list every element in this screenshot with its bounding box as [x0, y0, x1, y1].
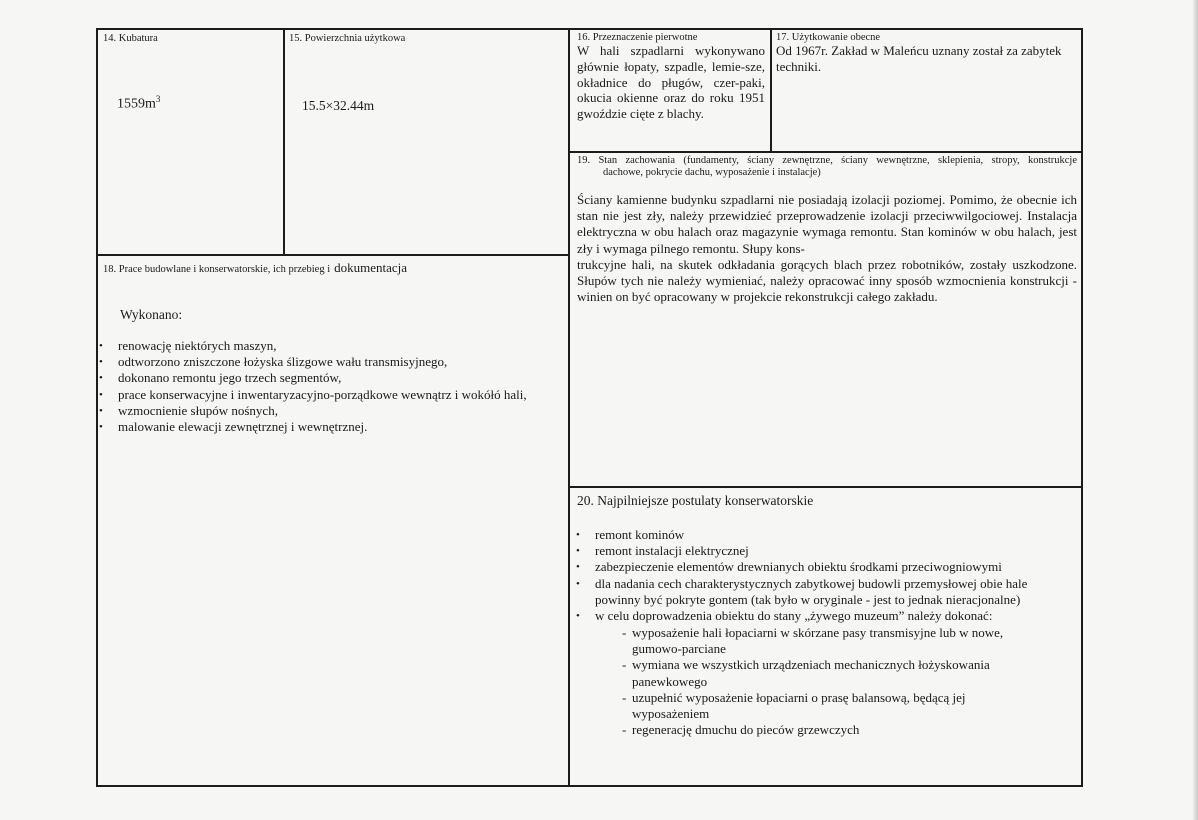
- postulaty-label: 20. Najpilniejsze postulaty konserwatorskie: [577, 493, 814, 508]
- przeznaczenie-text: W hali szpadlarni wykonywano głównie łopaty, szpadle, lemie-sze, okładnice do pługów, czer-paki, okucia okienne oraz do roku 1951 gwoździe cięte z blachy.: [577, 43, 765, 122]
- sub-list-item: - uzupełnić wyposażenie łopaciarni o prasę balansową, będącą jej wyposażeniem: [622, 690, 1042, 722]
- przeznaczenie-label: 16. Przeznaczenie pierwotne: [577, 32, 698, 43]
- prace-label: [103, 259, 407, 277]
- powierzchnia-label: 15. Powierzchnia użytkowa: [289, 33, 406, 44]
- prace-wykonano: Wykonano:: [120, 307, 183, 322]
- cell-powierzchnia: [284, 28, 569, 255]
- list-item: • remont instalacji elektrycznej: [575, 543, 1075, 559]
- sub-list-item: - wymiana we wszystkich urządzeniach mechanicznych łożyskowania panewkowego: [622, 657, 1042, 689]
- cell-postulaty: [569, 487, 1082, 786]
- cell-kubatura: [96, 28, 284, 255]
- list-item: • dla nadania cech charakterystycznych zabytkowej budowli przemysłowej obie hale powinny być pokryte gontem (tak było w oryginale - jest to jednak nieracjonalne): [575, 576, 1075, 608]
- list-item: • odtworzono zniszczone łożyska ślizgowe wału transmisyjnego,: [98, 354, 566, 370]
- uzytkowanie-label: 17. Użytkowanie obecne: [776, 32, 881, 43]
- stan-label-line2: dachowe, pokrycie dachu, wyposażenie i instalacje): [603, 167, 821, 178]
- scan-page-edge: [1192, 0, 1198, 820]
- stan-text-part1: Ściany kamienne budynku szpadlarni nie posiadają izolacji poziomej. Pomimo, że obecnie ich stan nie jest zły, należy przewidzieć przeprowadzenie izolacji przeciwwilgociowej. Instalacja elektryczna w obu halach oraz magazynie wymaga remontu. Stan kominów w obu halach, jest zły i wymaga pilnego remontu. Słupy kons-: [577, 192, 1077, 256]
- kubatura-number: 1559m: [117, 96, 156, 112]
- list-item: • prace konserwacyjne i inwentaryzacyjno-porządkowe wewnątrz i wokółó hali,: [98, 387, 566, 403]
- stan-text-part2: trukcyjne hali, na skutek odkładania gorących blach przez robotników, zostały uszkodzone. Słupów tych nie należy wymieniać, należy opracować inny sposób wzmocnienia konstrukcji - winien on być opracowany w projekcie rekonstrukcji całego zakładu.: [577, 257, 1077, 305]
- prace-label-large: dokumentacja: [334, 260, 408, 275]
- cell-przeznaczenie: [569, 28, 771, 152]
- list-item: • zabezpieczenie elementów drewnianych obiektu środkami przeciwogniowymi: [575, 559, 1075, 575]
- kubatura-unit-exponent: 3: [155, 94, 161, 104]
- cell-uzytkowanie: [771, 28, 1082, 152]
- kubatura-label: 14. Kubatura: [103, 33, 158, 44]
- list-item: • renowację niektórych maszyn,: [98, 338, 566, 354]
- postulaty-sublist: [622, 625, 1042, 738]
- kubatura-value: [117, 91, 160, 113]
- sub-list-item: - wyposażenie hali łopaciarni w skórzane pasy transmisyjne lub w nowe, gumowo-parciane: [622, 625, 1042, 657]
- list-item: • dokonano remontu jego trzech segmentów,: [98, 370, 566, 386]
- cell-prace: [96, 255, 569, 786]
- list-item: • malowanie elewacji zewnętrznej i wewnętrznej.: [98, 419, 566, 435]
- stan-label-line1: 19. Stan zachowania (fundamenty, ściany zewnętrzne, ściany wewnętrzne, sklepienia, stropy, konstrukcje: [577, 155, 1077, 166]
- sub-list-item: - regenerację dmuchu do pieców grzewczych: [622, 722, 1042, 738]
- uzytkowanie-text: Od 1967r. Zakład w Maleńcu uznany został za zabytek techniki.: [776, 43, 1062, 74]
- list-item: • wzmocnienie słupów nośnych,: [98, 403, 566, 419]
- list-item: • remont kominów: [575, 527, 1075, 543]
- prace-list: [98, 338, 566, 435]
- powierzchnia-value: 15.5×32.44m: [302, 98, 375, 113]
- prace-label-small: 18. Prace budowlane i konserwatorskie, ich przebieg i: [103, 264, 331, 275]
- list-item: • w celu doprowadzenia obiektu do stany „żywego muzeum” należy dokonać:: [575, 608, 1075, 624]
- cell-stan-zachowania: [569, 152, 1082, 487]
- postulaty-list: [575, 527, 1075, 624]
